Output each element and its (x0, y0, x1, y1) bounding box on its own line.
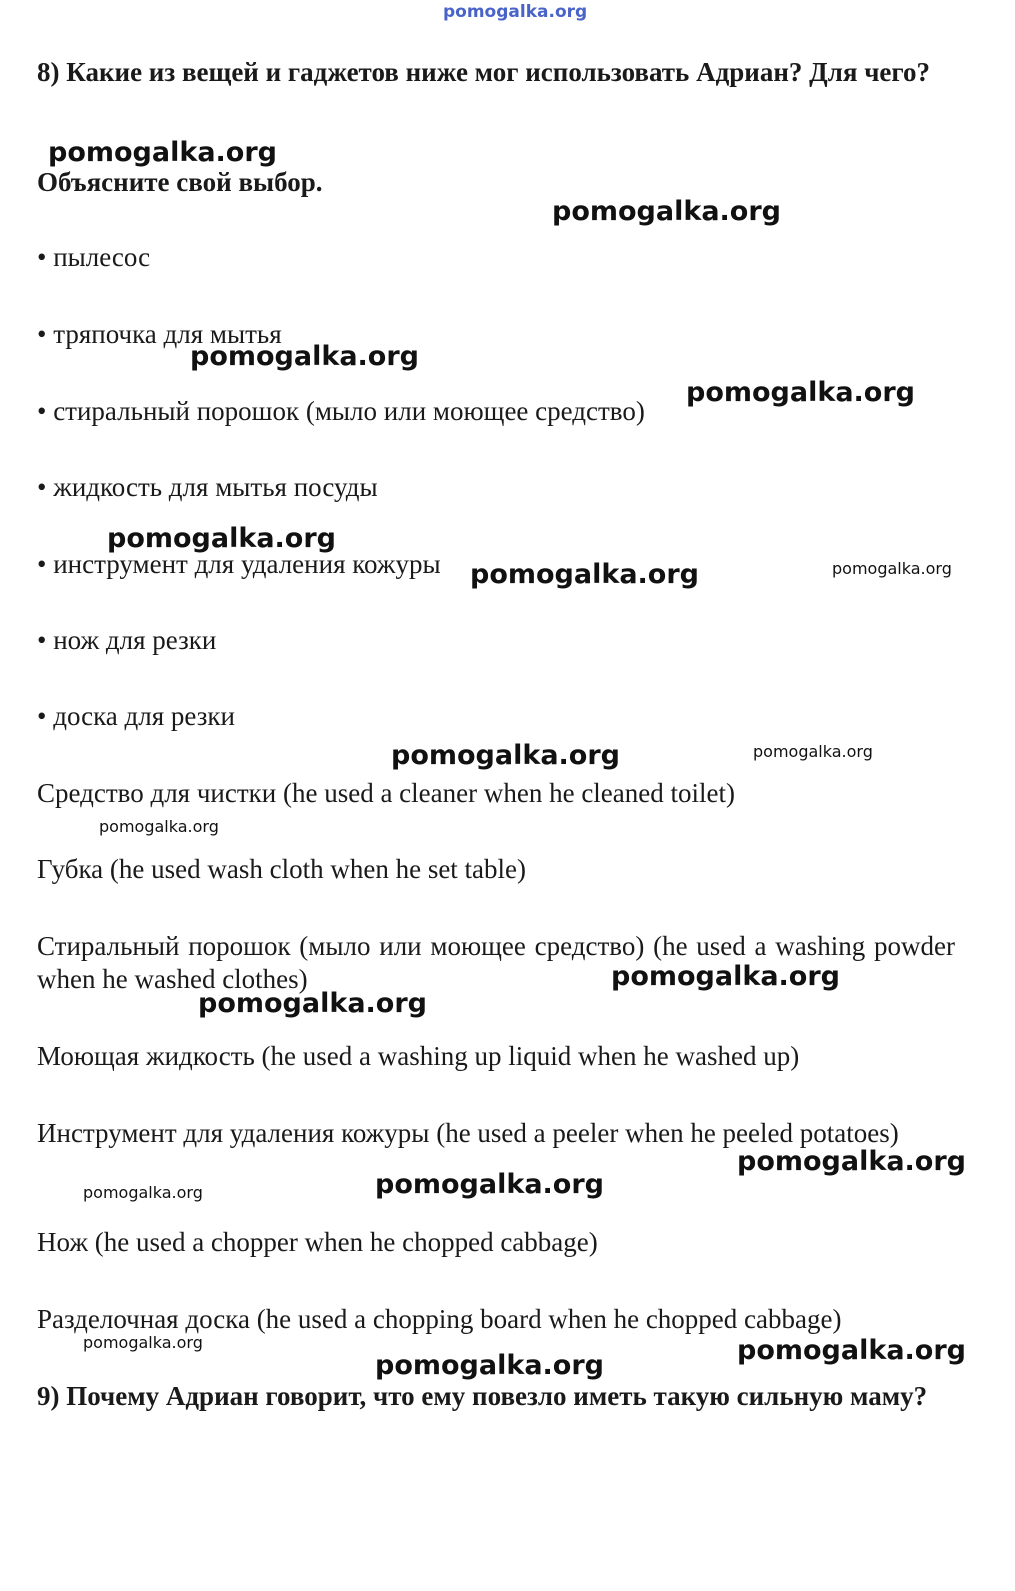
watermark: pomogalka.org (686, 377, 915, 408)
watermark: pomogalka.org (611, 961, 840, 992)
watermark: pomogalka.org (470, 559, 699, 590)
watermark: pomogalka.org (375, 1350, 604, 1381)
list-item: • тряпочка для мытья (37, 319, 282, 349)
list-item: • стиральный порошок (мыло или моющее средство) (37, 396, 645, 426)
watermark: pomogalka.org (737, 1335, 966, 1366)
watermark: pomogalka.org (99, 817, 219, 836)
watermark: pomogalka.org (552, 196, 781, 227)
list-item: • инструмент для удаления кожуры (37, 549, 441, 579)
answer-chopping-board: Разделочная доска (he used a chopping board when he chopped cabbage) (37, 1304, 842, 1334)
watermark: pomogalka.org (832, 559, 952, 578)
watermark: pomogalka.org (753, 742, 873, 761)
question-8-subtitle: Объясните свой выбор. (37, 167, 323, 197)
watermark: pomogalka.org (48, 137, 277, 168)
question-8-title: 8) Какие из вещей и гаджетов ниже мог использовать Адриан? Для чего? (37, 57, 931, 87)
watermark-header: pomogalka.org (443, 2, 588, 22)
answer-washing-liquid: Моющая жидкость (he used a washing up liquid when he washed up) (37, 1041, 800, 1071)
answer-peeler: Инструмент для удаления кожуры (he used a peeler when he peeled potatoes) (37, 1118, 899, 1148)
answer-knife: Нож (he used a chopper when he chopped cabbage) (37, 1227, 598, 1257)
watermark: pomogalka.org (737, 1146, 966, 1177)
watermark: pomogalka.org (83, 1333, 203, 1352)
watermark: pomogalka.org (198, 988, 427, 1019)
watermark: pomogalka.org (83, 1183, 203, 1202)
answer-sponge: Губка (he used wash cloth when he set table) (37, 854, 527, 884)
list-item: • доска для резки (37, 701, 235, 731)
answer-cleaner: Средство для чистки (he used a cleaner when he cleaned toilet) (37, 778, 735, 808)
answer-washing-powder: Стиральный порошок (мыло или моющее средство) (he used a washing powder when he washed clothes) (37, 931, 955, 994)
watermark: pomogalka.org (107, 523, 336, 554)
list-item: • пылесос (37, 242, 151, 272)
list-item: • жидкость для мытья посуды (37, 472, 378, 502)
question-9-title: 9) Почему Адриан говорит, что ему повезло иметь такую сильную маму? (37, 1381, 928, 1411)
watermark: pomogalka.org (190, 341, 419, 372)
watermark: pomogalka.org (391, 740, 620, 771)
list-item: • нож для резки (37, 625, 217, 655)
watermark: pomogalka.org (375, 1169, 604, 1200)
